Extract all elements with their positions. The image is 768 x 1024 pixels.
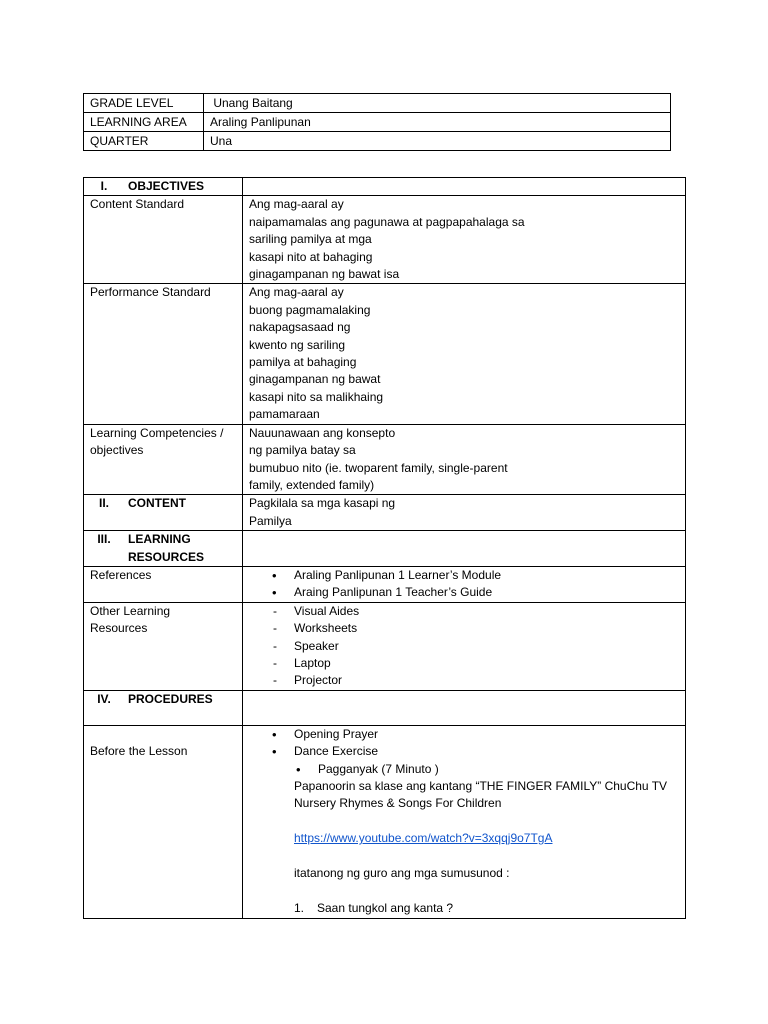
question-text: Saan tungkol ang kanta ? bbox=[317, 900, 454, 915]
text-line: buong pagmamalaking bbox=[249, 302, 371, 317]
question-item bbox=[249, 900, 685, 918]
procedures-empty-cell bbox=[243, 690, 686, 725]
text-line: Pagkilala sa mga kasapi ng bbox=[249, 496, 396, 511]
text-line: pamamaraan bbox=[249, 407, 320, 422]
text-line: sariling pamilya at mga bbox=[249, 232, 372, 247]
list-item: • Araling Panlipunan 1 Learner’s Module bbox=[294, 567, 685, 584]
section-title: OBJECTIVES bbox=[128, 179, 205, 193]
text-line: bumubuo nito (ie. twoparent family, single-parent bbox=[249, 460, 508, 475]
list-item: • Pagganyak (7 Minuto ) bbox=[318, 761, 685, 778]
other-resources-list-cell bbox=[243, 602, 686, 690]
question-intro: itatanong ng guro ang mga sumusunod : bbox=[294, 866, 510, 880]
content-heading bbox=[84, 495, 243, 531]
procedures-header-row bbox=[84, 690, 686, 725]
content-standard-row bbox=[84, 196, 686, 284]
before-lesson-label: Before the Lesson bbox=[84, 725, 243, 918]
list-item: • Opening Prayer bbox=[294, 726, 685, 743]
label-line: Other Learning bbox=[90, 603, 171, 618]
text-line: ng pamilya batay sa bbox=[249, 443, 356, 458]
video-description: Papanoorin sa klase ang kantang “THE FINGER FAMILY” ChuChu TV Nursery Rhymes & Songs For Children bbox=[294, 779, 668, 811]
text-line: ginagampanan ng bawat bbox=[249, 372, 381, 387]
quarter-label: QUARTER bbox=[84, 132, 204, 151]
objectives-header-row bbox=[84, 178, 686, 196]
grade-level-value: Unang Baitang bbox=[204, 94, 671, 113]
text-line: naipamamalas ang pagunawa at pagpapahalaga sa bbox=[249, 214, 525, 229]
section-number: IV. bbox=[97, 691, 111, 706]
performance-standard-text bbox=[243, 284, 686, 424]
label-line: objectives bbox=[90, 443, 144, 458]
learning-area-row bbox=[84, 113, 671, 132]
list-item: • Dance Exercise bbox=[294, 743, 685, 760]
label-line: Resources bbox=[90, 621, 148, 636]
procedures-heading bbox=[84, 690, 243, 725]
list-item: • Araing Panlipunan 1 Teacher’s Guide bbox=[294, 584, 685, 601]
lesson-plan-table bbox=[83, 177, 686, 919]
content-text bbox=[243, 495, 686, 531]
resources-heading bbox=[84, 531, 243, 567]
section-title-line2: RESOURCES bbox=[128, 549, 205, 564]
quarter-value: Una bbox=[204, 132, 671, 151]
performance-standard-row bbox=[84, 284, 686, 424]
text-line: family, extended family) bbox=[249, 477, 375, 492]
content-row bbox=[84, 495, 686, 531]
grade-level-label: GRADE LEVEL bbox=[84, 94, 204, 113]
resources-empty-cell bbox=[243, 531, 686, 567]
learning-area-value: Araling Panlipunan bbox=[204, 113, 671, 132]
section-number: III. bbox=[97, 532, 111, 547]
other-resources-label bbox=[84, 602, 243, 690]
text-line: ginagampanan ng bawat isa bbox=[249, 267, 400, 282]
text-line: kwento ng sariling bbox=[249, 337, 346, 352]
text-line: Ang mag-aaral ay bbox=[249, 197, 344, 212]
list-item: - Laptop bbox=[294, 655, 685, 672]
content-standard-text bbox=[243, 196, 686, 284]
lesson-info-table bbox=[83, 93, 671, 151]
objectives-empty-cell bbox=[243, 178, 686, 196]
text-line: nakapagsasaad ng bbox=[249, 320, 351, 335]
section-title: PROCEDURES bbox=[128, 691, 213, 706]
references-label: References bbox=[84, 566, 243, 602]
objectives-heading bbox=[84, 178, 243, 196]
text-line: kasapi nito at bahaging bbox=[249, 249, 373, 264]
content-standard-label: Content Standard bbox=[84, 196, 243, 284]
references-list bbox=[249, 567, 685, 602]
competencies-label bbox=[84, 424, 243, 495]
activity-list bbox=[249, 726, 685, 761]
references-row bbox=[84, 566, 686, 602]
before-lesson-content bbox=[243, 725, 686, 918]
quarter-row bbox=[84, 132, 671, 151]
learning-area-label: LEARNING AREA bbox=[84, 113, 204, 132]
resources-header-row bbox=[84, 531, 686, 567]
list-item: - Worksheets bbox=[294, 620, 685, 637]
competencies-text bbox=[243, 424, 686, 495]
question-number: 1. bbox=[294, 900, 305, 915]
section-number: I. bbox=[100, 179, 108, 193]
text-line: Ang mag-aaral ay bbox=[249, 285, 344, 300]
text-line: Nauunawaan ang konsepto bbox=[249, 425, 396, 440]
other-resources-list bbox=[249, 603, 685, 690]
video-link[interactable]: https://www.youtube.com/watch?v=3xqqj9o7TgA bbox=[294, 831, 553, 846]
grade-level-row bbox=[84, 94, 671, 113]
performance-standard-label: Performance Standard bbox=[84, 284, 243, 424]
section-number: II. bbox=[98, 496, 109, 511]
list-item: - Projector bbox=[294, 672, 685, 689]
label-line: Learning Competencies / bbox=[90, 425, 224, 440]
text-line: kasapi nito sa malikhaing bbox=[249, 389, 384, 404]
list-item: - Speaker bbox=[294, 638, 685, 655]
video-link-line bbox=[249, 830, 685, 847]
text-line: Pamilya bbox=[249, 513, 292, 528]
text-line: pamilya at bahaging bbox=[249, 355, 357, 370]
section-title: CONTENT bbox=[128, 496, 186, 511]
references-list-cell bbox=[243, 566, 686, 602]
section-title: LEARNING bbox=[128, 532, 191, 547]
before-lesson-row bbox=[84, 725, 686, 918]
sub-activity-list bbox=[249, 761, 685, 778]
list-item: - Visual Aides bbox=[294, 603, 685, 620]
competencies-row bbox=[84, 424, 686, 495]
other-resources-row bbox=[84, 602, 686, 690]
